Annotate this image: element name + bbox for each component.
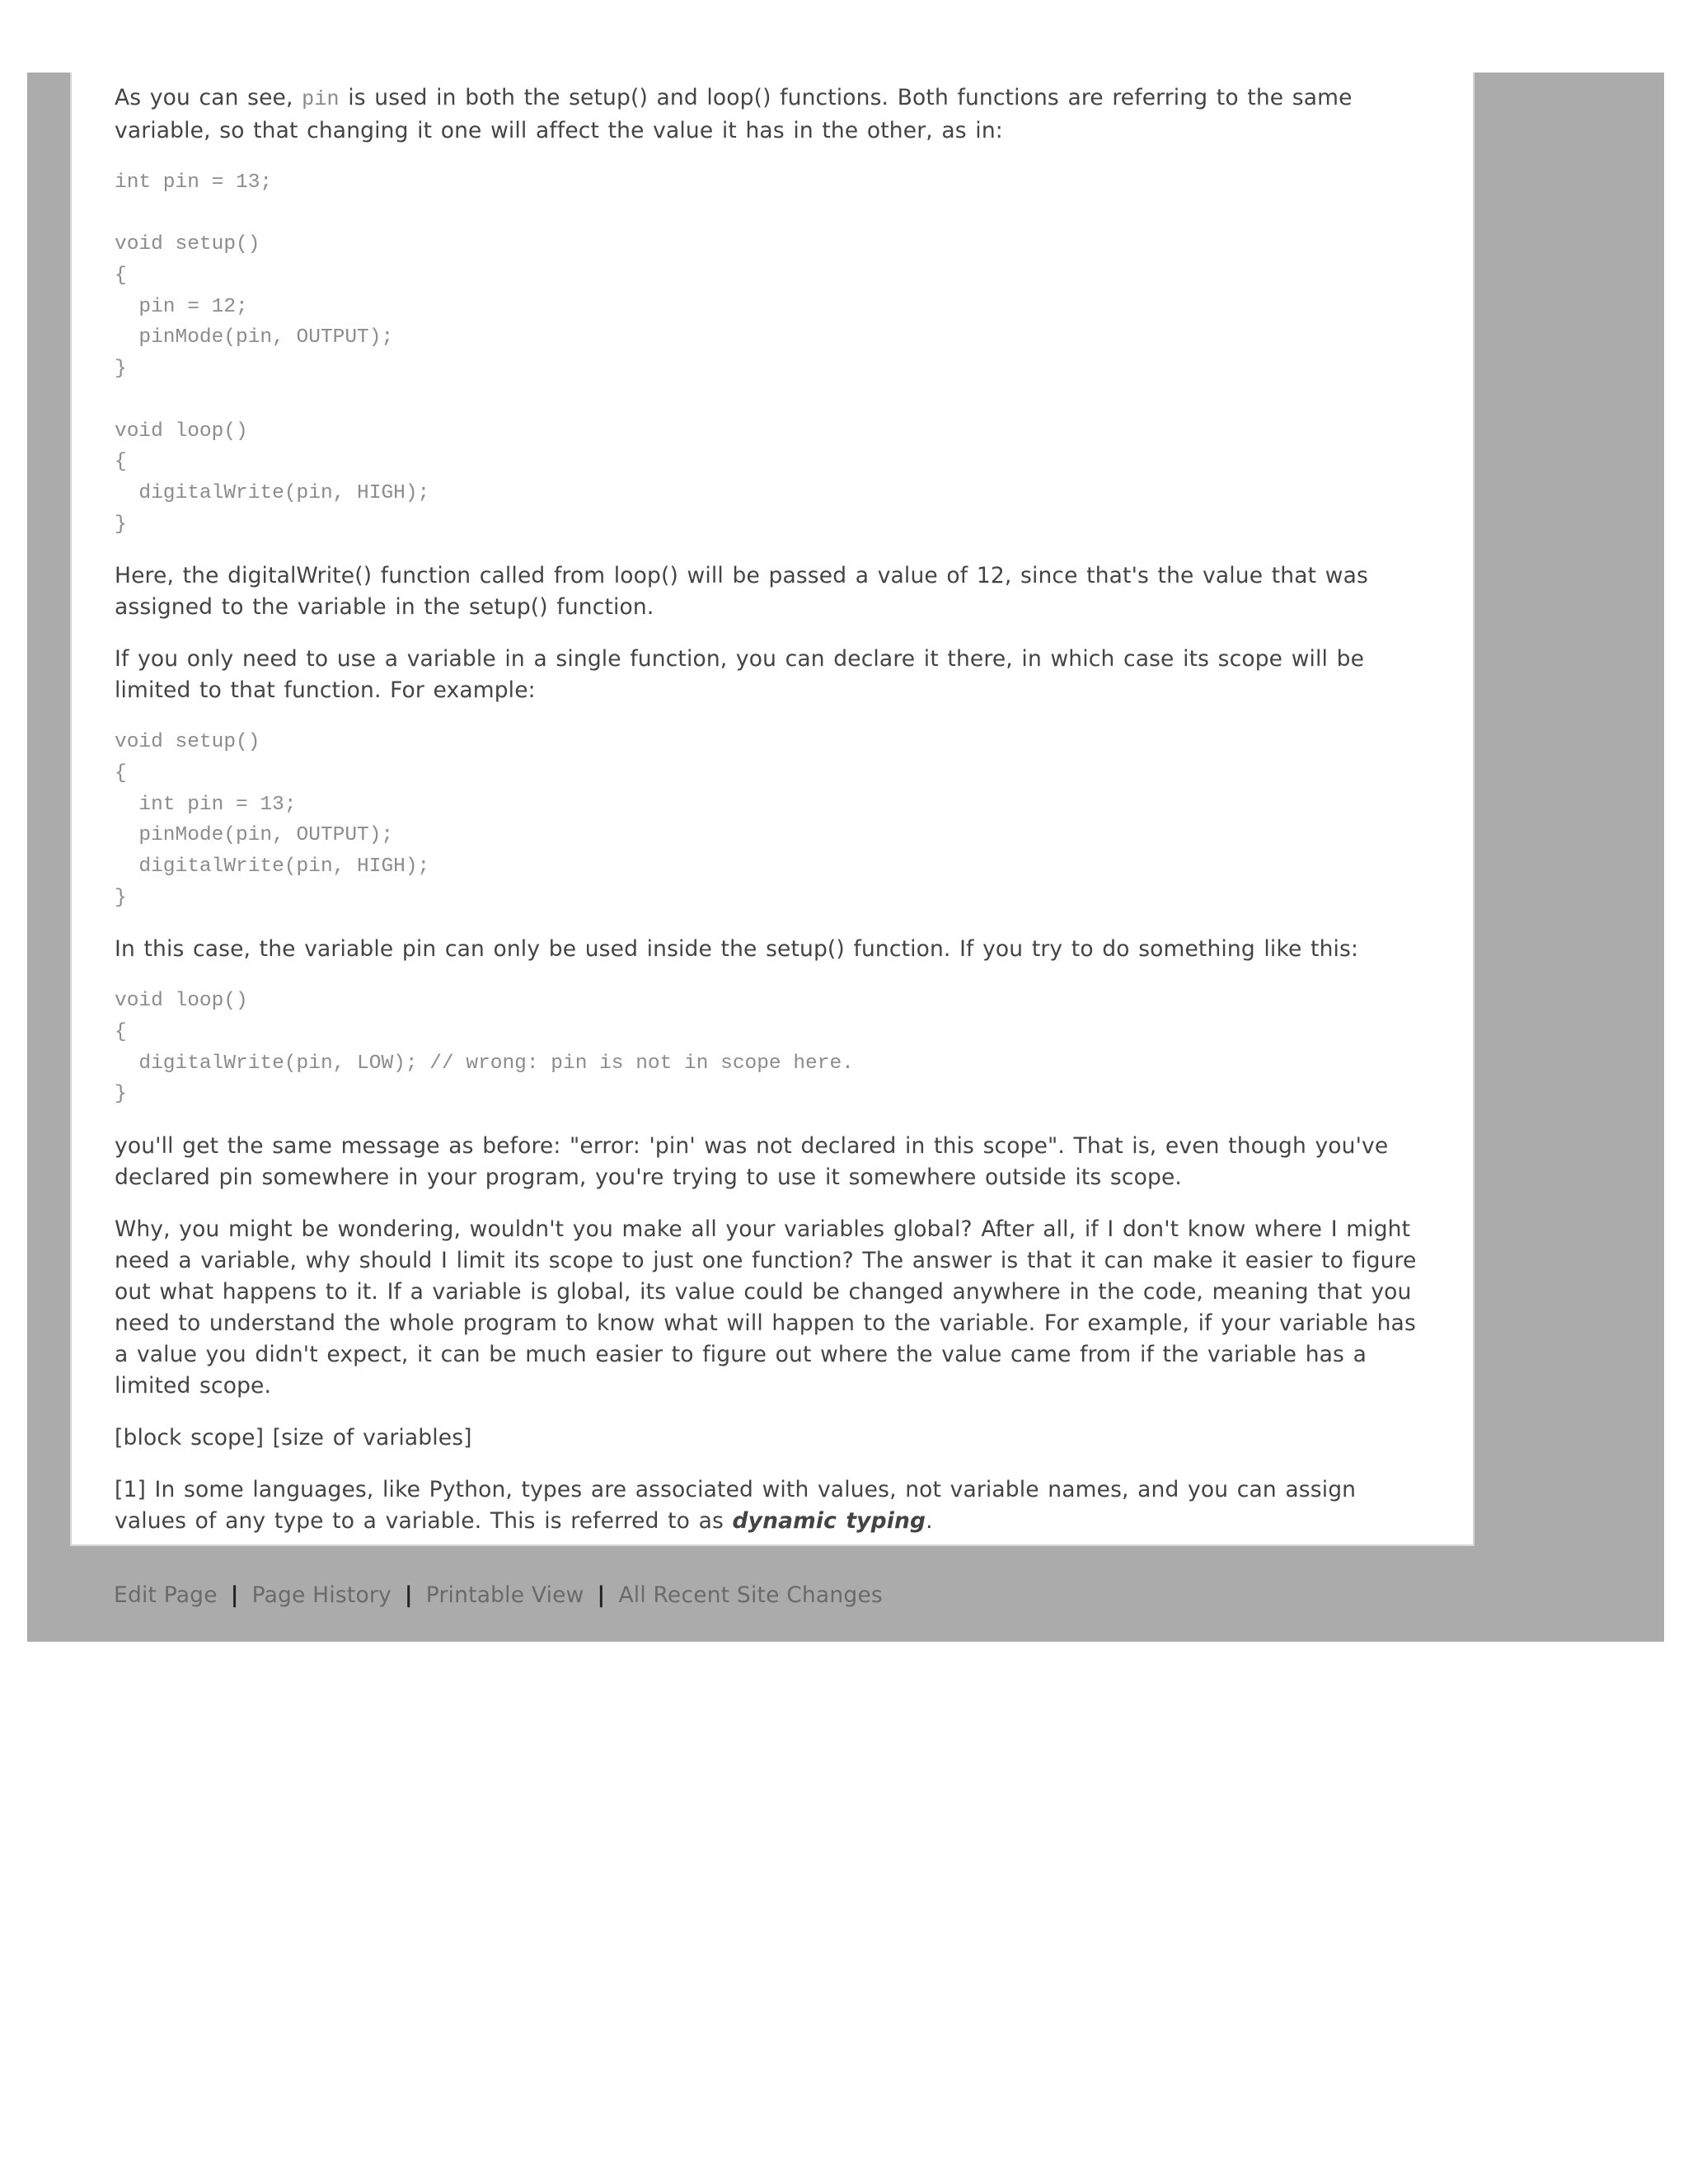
code-line: } <box>115 358 127 381</box>
all-recent-site-changes-link[interactable]: All Recent Site Changes <box>618 1582 883 1608</box>
code-line: int pin = 13; <box>115 793 297 816</box>
code-line: { <box>115 762 127 785</box>
code-line: pin = 12; <box>115 295 248 318</box>
footnote-text-before: [1] In some languages, like Python, types are associated with values, not variable names, and you can assign values of any type to a variable. This is referred to as <box>115 1477 1357 1535</box>
intro-paragraph <box>115 82 1432 147</box>
printable-view-link[interactable]: Printable View <box>425 1582 584 1608</box>
code-line: } <box>115 1083 127 1106</box>
code-line: pinMode(pin, OUTPUT); <box>115 326 394 349</box>
code-line: void loop() <box>115 419 248 443</box>
edit-page-link[interactable]: Edit Page <box>114 1582 218 1608</box>
code-line <box>115 199 1432 230</box>
article-content <box>70 73 1475 1546</box>
code-line: pinMode(pin, OUTPUT); <box>115 824 394 847</box>
code-line: digitalWrite(pin, LOW); // wrong: pin is not in scope here. <box>115 1052 854 1075</box>
paragraph-setup-only: In this case, the variable pin can only be used inside the setup() function. If you try to do something like this: <box>115 936 1359 963</box>
code-line: } <box>115 886 127 909</box>
code-line: { <box>115 451 127 474</box>
code-line: digitalWrite(pin, HIGH); <box>115 481 430 504</box>
paragraph-digitalwrite-explanation: Here, the digitalWrite() function called from loop() will be passed a value of 12, since that's the value that was assigned to the variable in the setup() function. <box>115 563 1368 621</box>
intro-text-before: As you can see, <box>115 85 302 110</box>
page-frame <box>27 73 1664 1642</box>
code-line: int pin = 13; <box>115 171 273 194</box>
code-block-wrong-example <box>115 986 1432 1110</box>
code-block-global-example <box>115 167 1432 540</box>
code-line: { <box>115 1021 127 1044</box>
code-line: { <box>115 265 127 288</box>
paragraph-local-scope: If you only need to use a variable in a single function, you can declare it there, in which case its scope will be limited to that function. For example: <box>115 646 1365 704</box>
paragraph-why-not-global: Why, you might be wondering, wouldn't you make all your variables global? After all, if I don't know where I might need a variable, why should I limit its scope to just one function? The answer is that it can make it easier to figure out what happens to it. If a variable is global, its value could be changed anywhere in the code, meaning that you need to understand the whole program to know what will happen to the variable. For example, if your variable has a value you didn't expect, it can be much easier to figure out where the value came from if the variable has a limited scope. <box>115 1216 1417 1399</box>
page-history-link[interactable]: Page History <box>251 1582 392 1608</box>
footer-separator: | <box>230 1582 239 1608</box>
paragraph-see-also: [block scope] [size of variables] <box>115 1425 472 1451</box>
code-line: void loop() <box>115 990 248 1013</box>
code-line: void setup() <box>115 233 260 256</box>
footnote-text-after: . <box>926 1508 933 1535</box>
footer-separator: | <box>597 1582 606 1608</box>
footer-separator: | <box>404 1582 413 1608</box>
code-line: } <box>115 513 127 536</box>
page-footer-links <box>114 1579 883 1612</box>
code-line <box>115 385 1432 416</box>
intro-text-after: is used in both the setup() and loop() functions. Both functions are referring to the same variable, so that changing it one will affect the value it has in the other, as in: <box>115 85 1353 143</box>
code-line: digitalWrite(pin, HIGH); <box>115 855 430 878</box>
code-line: void setup() <box>115 731 260 754</box>
footnote <box>115 1474 1432 1537</box>
code-block-local-example <box>115 727 1432 913</box>
paragraph-error-message: you'll get the same message as before: "error: 'pin' was not declared in this scope". That is, even though you've declared pin somewhere in your program, you're trying to use it somewhere outside its scope. <box>115 1133 1389 1191</box>
footnote-emphasis: dynamic typing <box>732 1508 926 1535</box>
inline-code-pin: pin <box>302 87 340 111</box>
